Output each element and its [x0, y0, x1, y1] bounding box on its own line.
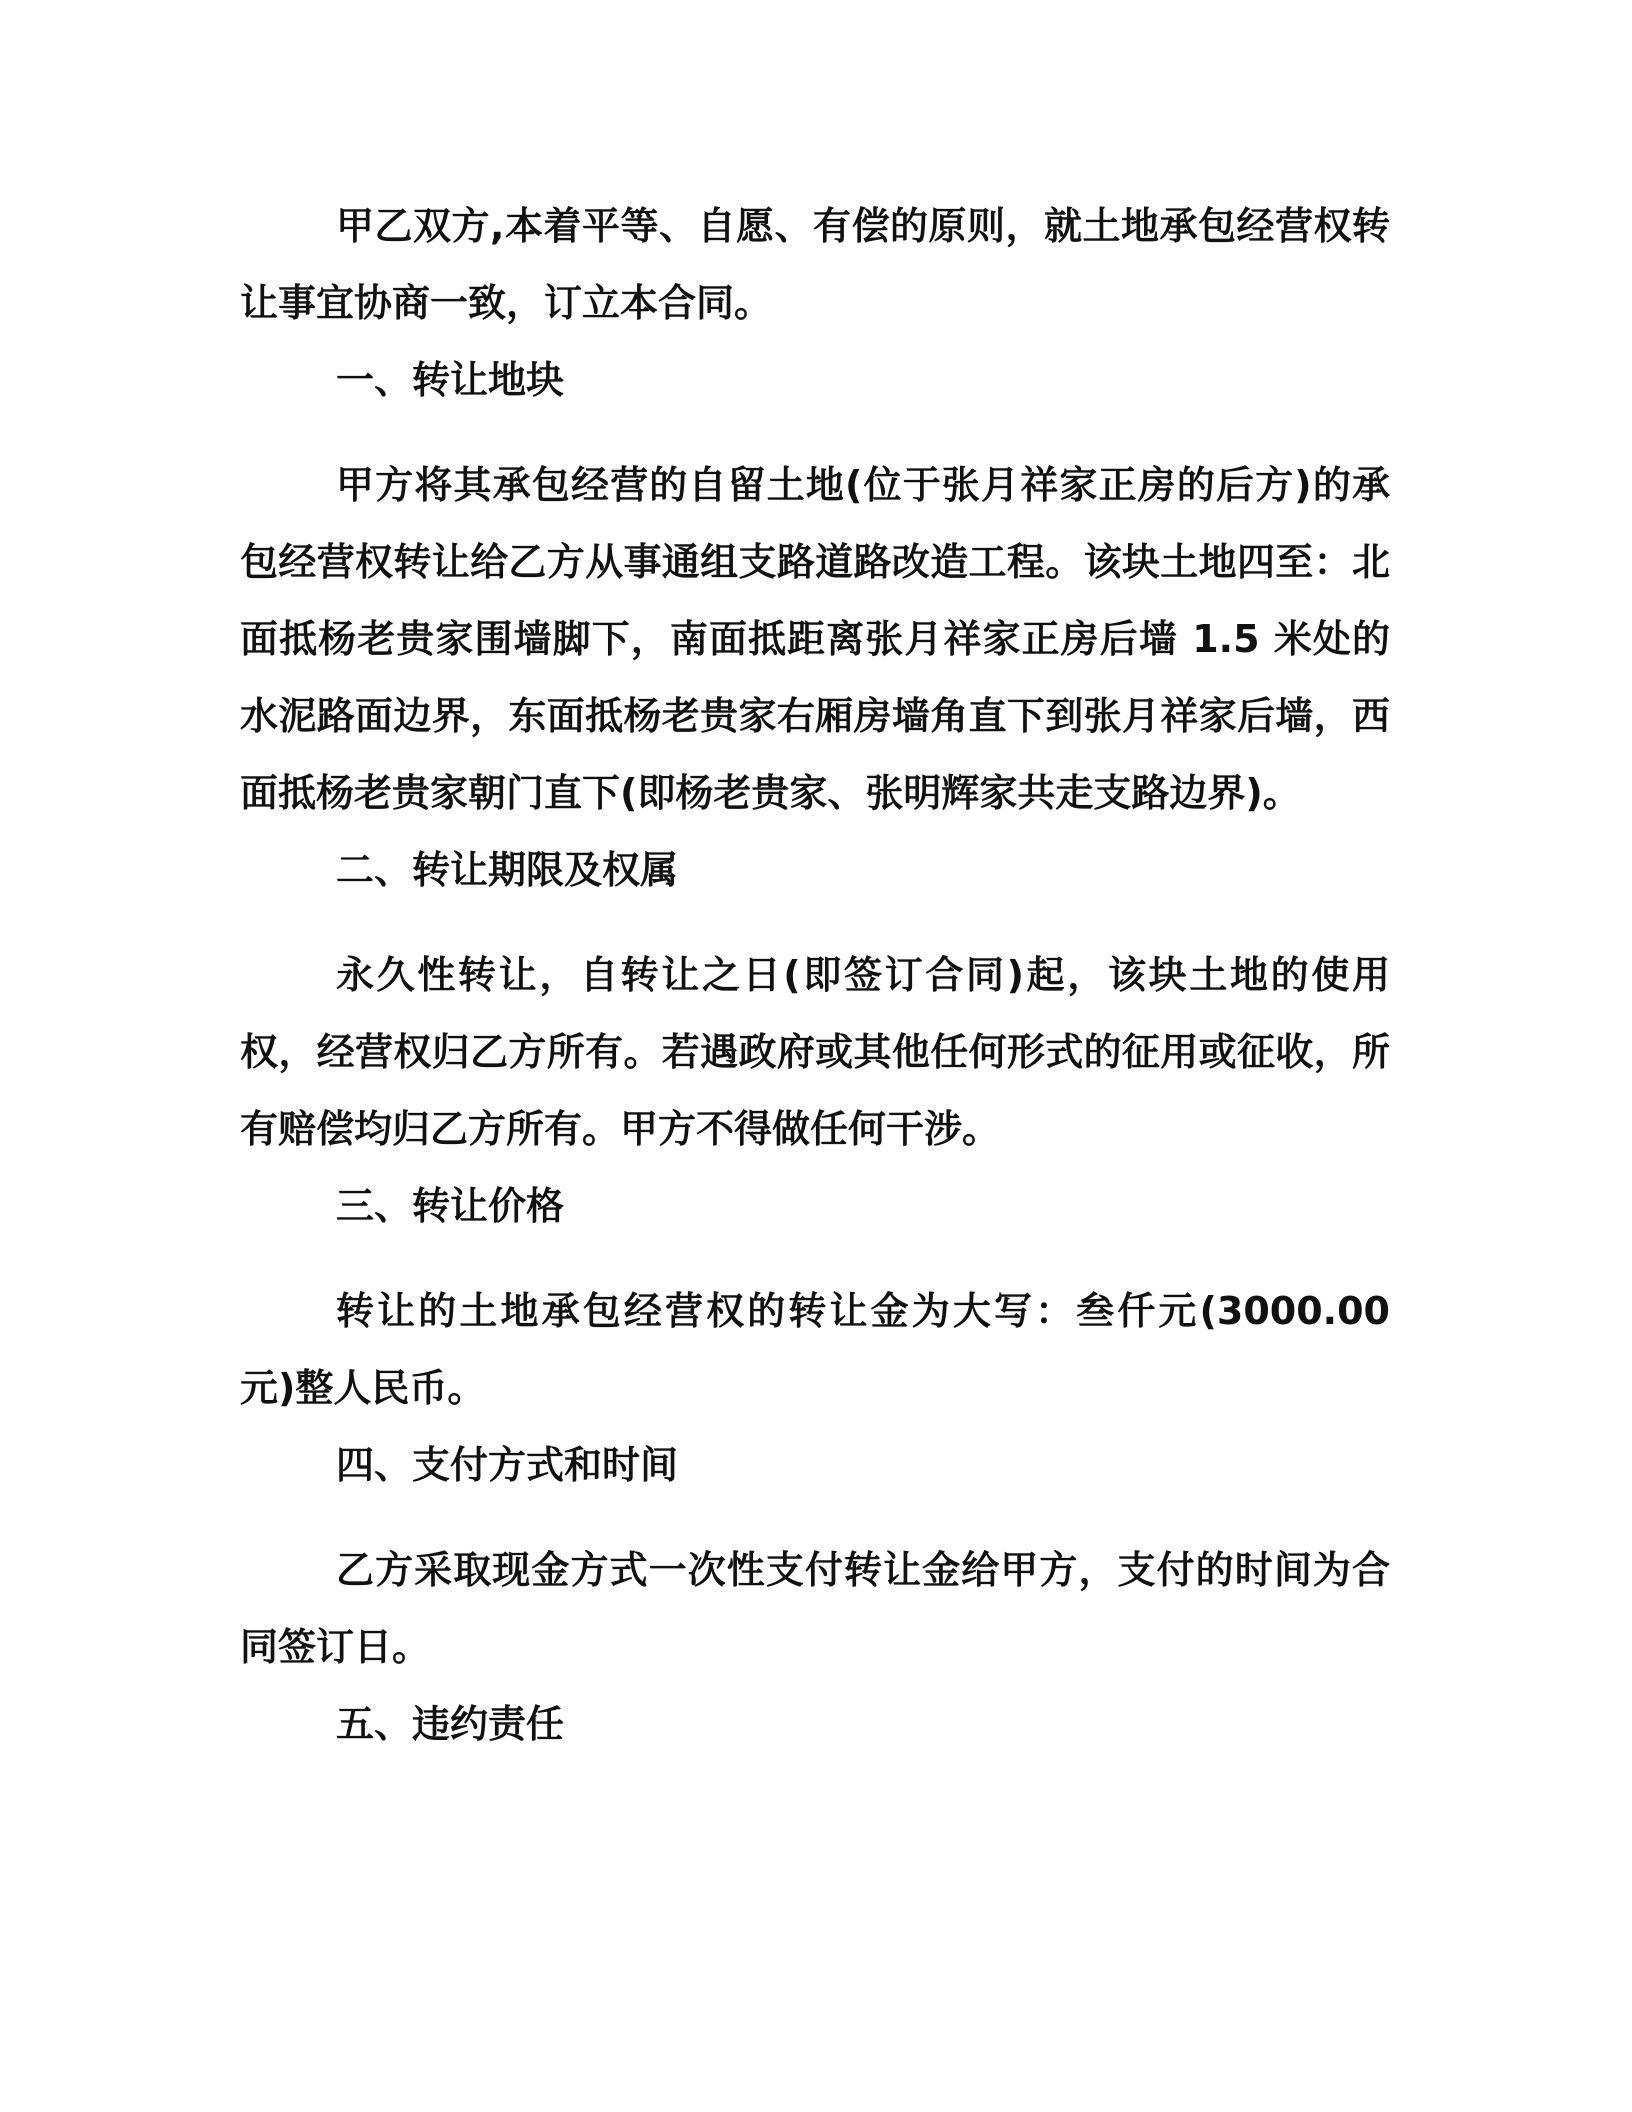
section-2-paragraph: 永久性转让，自转让之日(即签订合同)起，该块土地的使用权，经营权归乙方所有。若遇政府或其他任何形式的征用或征收，所有赔偿均归乙方所有。甲方不得做任何干涉。	[240, 953, 1390, 1151]
section-heading-2: 二、转让期限及权属	[336, 848, 679, 892]
section-heading-1: 一、转让地块	[336, 358, 565, 402]
section-heading-3: 三、转让价格	[336, 1184, 565, 1228]
contract-body	[240, 188, 1390, 1763]
section-3-paragraph: 转让的土地承包经营权的转让金为大写：叁仟元(3000.00 元)整人民币。	[240, 1289, 1390, 1410]
section-1-paragraph: 甲方将其承包经营的自留土地(位于张月祥家正房的后方)的承包经营权转让给乙方从事通组支路道路改造工程。该块土地四至：北面抵杨老贵家围墙脚下，南面抵距离张月祥家正房后墙 1.5 米处的水泥路面边界，东面抵杨老贵家右厢房墙角直下到张月祥家后墙，西面抵杨老贵家朝门直下(即杨老贵家、张明辉家共走支路边界)。	[240, 463, 1390, 815]
section-heading-5: 五、违约责任	[336, 1702, 565, 1746]
intro-paragraph: 甲乙双方,本着平等、自愿、有偿的原则，就土地承包经营权转让事宜协商一致，订立本合同。	[240, 204, 1390, 325]
section-4-paragraph: 乙方采取现金方式一次性支付转让金给甲方，支付的时间为合同签订日。	[240, 1548, 1390, 1669]
section-heading-4: 四、支付方式和时间	[336, 1443, 679, 1487]
